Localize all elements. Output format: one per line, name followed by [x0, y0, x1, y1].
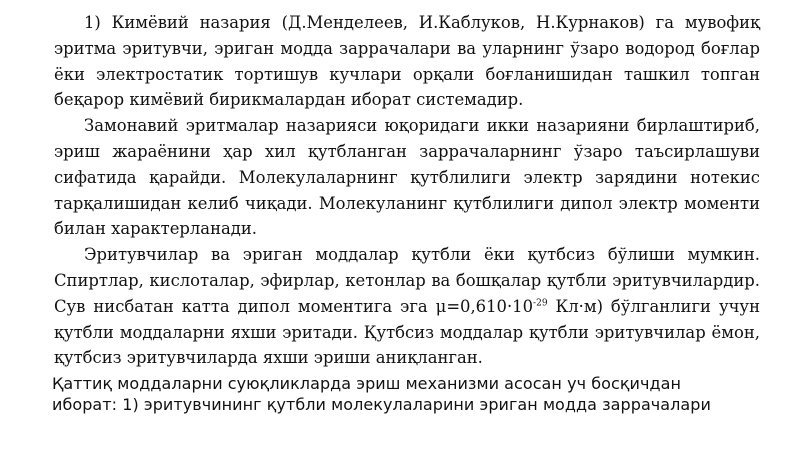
paragraph-modern-theory: Замонавий эритмалар назарияси юқоридаги икки назарияни бирлаштириб, эриш жараёнини ҳар хил қутбланган заррачаларнинг ўзаро таъсирлашуви сифатида қарайди. Молекулаларнинг қутблилиги электр зарядини нотекис тарқалишидан келиб чиқади. Молекуланинг қутблилиги дипол электр моменти билан характерланади.: [54, 116, 760, 239]
paragraph-dissolution-mechanism: [52, 373, 760, 415]
tail-line: иборат: 1) эритувчининг қутбли молекулаларини эриган модда заррачалари: [52, 395, 711, 415]
paragraph-solvents-after: Кл·м) бўлганлиги учун қутбли моддаларни яхши эритади. Қутбсиз моддалар қутбли эритувчилар ёмон, қутбсиз эритувчиларда яхши эриши аниқланган.: [54, 296, 760, 368]
paragraph-solvents: [54, 242, 760, 371]
paragraph-solvents-before: Эритувчилар ва эриган моддалар қутбли ёки қутбсиз бўлиши мумкин. Спиртлар, кислоталар, эфирлар, кетонлар ва бошқалар қутбли эритувчилардир. Сув нисбатан катта дипол моментига эга μ=0,610·10: [54, 245, 760, 316]
tail-line: Қаттиқ моддаларни суюқликларда эриш механизми асосан уч босқичдан: [52, 374, 681, 394]
paragraph-chemical-theory: 1) Кимёвий назария (Д.Менделеев, И.Каблуков, Н.Курнаков) га мувофиқ эритма эритувчи, эриган модда заррачалари ва уларнинг ўзаро водород боғлар ёки электростатик тортишув кучлари орқали боғланишидан ташкил топган беқарор кимёвий бирикмалардан иборат системадир.: [54, 13, 760, 110]
document-page: [54, 10, 760, 415]
dipole-exponent: -29: [533, 298, 548, 309]
